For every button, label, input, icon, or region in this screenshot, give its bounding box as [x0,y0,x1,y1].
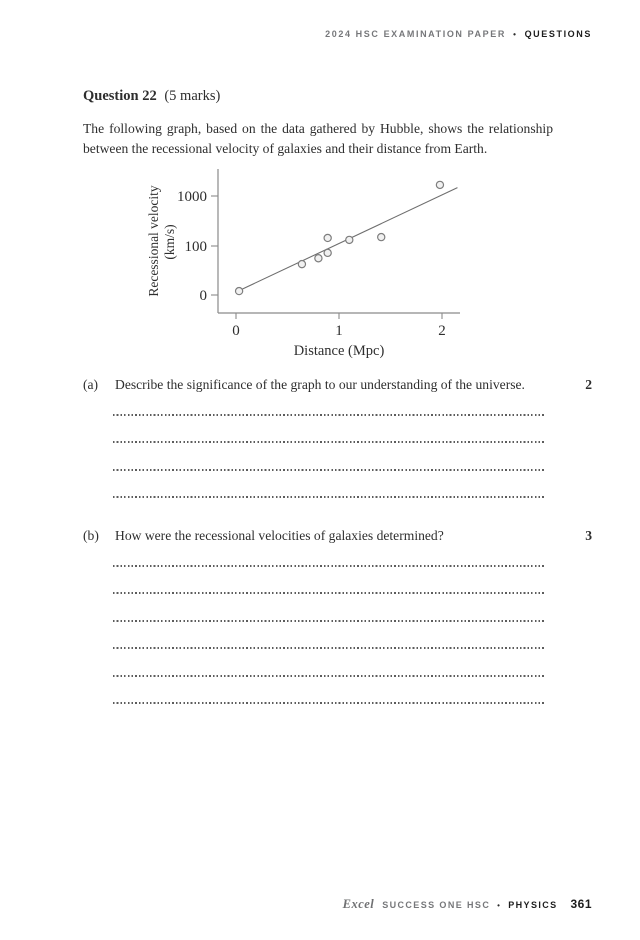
answer-line [113,647,546,649]
y-tick-label: 1000 [177,189,207,205]
answer-lines-b [113,565,546,730]
part-question-text: How were the recessional velocities of galaxies determined? [115,528,444,543]
x-axis-title: Distance (Mpc) [293,343,385,359]
answer-line [113,565,546,567]
answer-line [113,414,546,416]
x-tick-label: 1 [335,323,343,339]
y-axis-title-units: (km/s) [162,224,177,260]
hubble-graph [140,163,470,361]
footer-brand: Excel [342,897,375,911]
footer-series: SUCCESS ONE HSC [382,900,491,910]
question-marks-total: (5 marks) [164,88,221,104]
part-question-text: Describe the significance of the graph to our understanding of the universe. [115,377,525,392]
question-number: Question 22 [83,88,157,104]
data-point [346,236,353,243]
answer-line [113,496,546,498]
x-tick-label: 0 [232,323,240,339]
answer-line [113,441,546,443]
intro-line: The following graph, based on the data gathered by Hubble, shows the relationship [83,121,553,136]
page-header [325,29,592,39]
data-point [324,234,331,241]
bullet-separator-icon: • [497,901,502,910]
bullet-separator-icon: • [513,30,518,39]
part-label: (a) [83,377,99,392]
data-point [235,287,242,294]
answer-line [113,592,546,594]
y-tick-label: 0 [199,288,207,304]
header-section-title: QUESTIONS [524,29,592,39]
data-point [436,181,443,188]
part-marks: 3 [585,528,592,543]
data-point [378,234,385,241]
page-footer [343,897,592,912]
data-point [324,249,331,256]
answer-line [113,469,546,471]
page-number: 361 [570,897,592,911]
answer-line [113,702,546,704]
data-point [315,255,322,262]
question-intro [83,119,553,158]
answer-line [113,620,546,622]
y-tick-label: 100 [184,239,207,255]
part-label: (b) [83,528,99,543]
question-heading [83,88,220,105]
answer-lines-a [113,414,546,524]
data-point [298,261,305,268]
intro-line: between the recessional velocity of galaxies and their distance from Earth. [83,140,488,156]
x-tick-label: 2 [438,323,446,339]
scatter-plot [140,163,470,361]
footer-subject: PHYSICS [508,900,558,910]
part-marks: 2 [585,377,592,392]
answer-line [113,675,546,677]
y-axis-title: Recessional velocity [146,185,161,297]
header-paper-title: 2024 HSC EXAMINATION PAPER [325,29,506,39]
